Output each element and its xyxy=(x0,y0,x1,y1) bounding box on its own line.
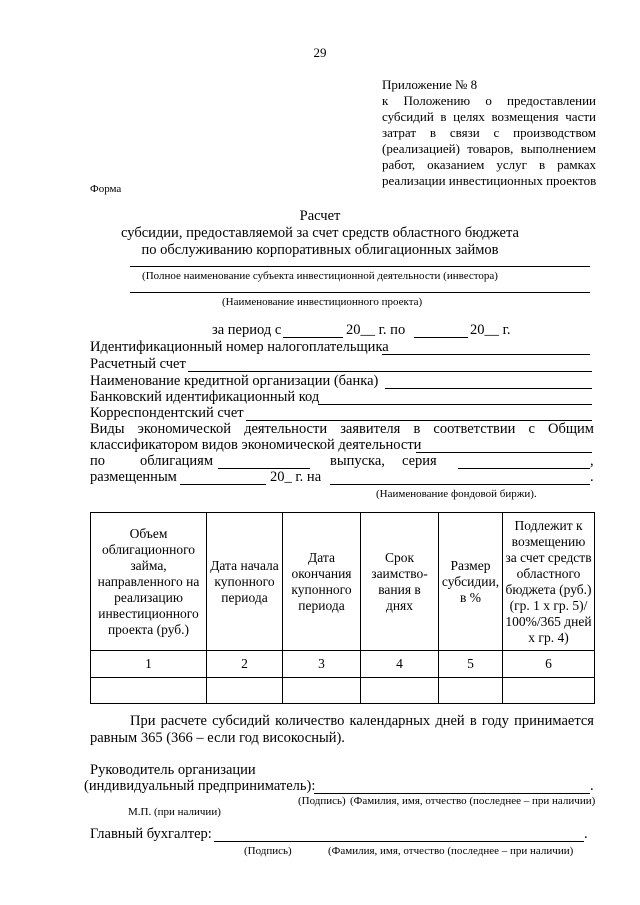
doc-title-line1: Расчет xyxy=(299,208,341,224)
activity-word: Общим xyxy=(548,421,594,437)
table-header-cell: Дата начала купонного периода xyxy=(207,513,283,651)
head-signature-field[interactable] xyxy=(314,793,590,794)
appendix-title: Приложение № 8 xyxy=(382,77,478,92)
bik-field[interactable] xyxy=(318,404,592,405)
table-header-cell: Дата окончания купонного периода xyxy=(283,513,361,651)
activity-word: соответствии xyxy=(433,421,516,437)
inn-label: Идентификационный номер налогоплательщика xyxy=(90,339,389,355)
column-number: 5 xyxy=(439,651,503,678)
activity-word: заявителя xyxy=(340,421,401,437)
head-label-line1: Руководитель организации xyxy=(90,762,256,778)
bik-label: Банковский идентификационный код xyxy=(90,389,320,405)
bonds-word: облигациям xyxy=(140,453,214,469)
appendix-line: работ, оказанием услуг в рамках xyxy=(382,157,596,172)
head-sign-caption: (Подпись) xyxy=(298,795,346,807)
exchange-caption: (Наименование фондовой биржи). xyxy=(376,488,537,500)
calculation-table xyxy=(90,512,595,704)
head-label-line2: (индивидуальный предприниматель): xyxy=(84,778,316,794)
table-number-row xyxy=(91,651,595,678)
project-caption: (Наименование инвестиционного проекта) xyxy=(222,296,423,308)
investor-name-line[interactable] xyxy=(130,266,590,267)
table-header-cell: Объем облигационного займа, направленного на реализацию инвестиционного проекта (руб.) xyxy=(91,513,207,651)
placed-period: . xyxy=(590,469,594,485)
table-header-row xyxy=(91,513,595,651)
appendix-line: реализации инвестиционных проектов xyxy=(382,173,597,188)
bonds-comma: , xyxy=(590,453,594,469)
accountant-sign-caption: (Подпись) xyxy=(244,845,292,857)
note-word: субсидий xyxy=(212,713,270,729)
note-line1 xyxy=(130,713,594,730)
doc-title-line3: по обслуживанию корпоративных облигационных займов xyxy=(141,242,499,258)
bank-label: Наименование кредитной организации (банка) xyxy=(90,373,379,389)
activity-word: в xyxy=(413,421,421,437)
appendix-line: субсидий в целях возмещения части xyxy=(382,109,596,124)
accountant-signature-period: . xyxy=(584,826,588,842)
accountant-label: Главный бухгалтер: xyxy=(90,826,212,842)
table-data-cell[interactable] xyxy=(91,678,207,704)
bonds-word: серия xyxy=(402,453,437,469)
note-word: принимается xyxy=(514,713,594,729)
activity-word: деятельности xyxy=(244,421,328,437)
inn-field[interactable] xyxy=(382,354,590,355)
bond-series-field[interactable] xyxy=(458,468,590,469)
placed-label: размещенным xyxy=(90,469,177,485)
project-name-line[interactable] xyxy=(130,292,590,293)
table-data-cell[interactable] xyxy=(503,678,595,704)
bank-field[interactable] xyxy=(385,388,592,389)
column-number: 3 xyxy=(283,651,361,678)
bonds-word: выпуска, xyxy=(330,453,385,469)
column-number: 2 xyxy=(207,651,283,678)
doc-title-line2: субсидии, предоставляемой за счет средств областного бюджета xyxy=(121,225,519,241)
column-number: 4 xyxy=(361,651,439,678)
page-number: 29 xyxy=(313,45,327,60)
accountant-name-caption: (Фамилия, имя, отчество (последнее – при наличии) xyxy=(328,845,574,857)
bonds-word: по xyxy=(90,453,106,469)
account-field[interactable] xyxy=(188,371,592,372)
table-data-cell[interactable] xyxy=(283,678,361,704)
account-label: Расчетный счет xyxy=(90,356,186,372)
activity-word: с xyxy=(528,421,535,437)
appendix-line: к Положению о предоставлении xyxy=(382,93,596,108)
table-header-cell: Подлежит к возмещению за счет средств областного бюджета (руб.) (гр. 1 х гр. 5)/ 100%/365 дней х гр. 4) xyxy=(503,513,595,651)
note-line2: равным 365 (366 – если год високосный). xyxy=(90,730,345,746)
table-data-cell[interactable] xyxy=(361,678,439,704)
head-signature-period: . xyxy=(590,778,594,794)
table-data-row xyxy=(91,678,595,704)
note-word: количество xyxy=(275,713,345,729)
stamp-label: М.П. (при наличии) xyxy=(128,806,221,818)
appendix-line: затрат в связи с производством xyxy=(382,125,596,140)
placement-date-field[interactable] xyxy=(180,484,266,485)
period-to-field[interactable] xyxy=(414,337,468,338)
note-word: дней xyxy=(435,713,465,729)
table-header-cell: Размер субсидии, в % xyxy=(439,513,503,651)
activity-line2: классификатором видов экономической деятельности xyxy=(90,437,422,453)
note-word: календарных xyxy=(349,713,431,729)
activity-word: экономической xyxy=(137,421,231,437)
investor-caption: (Полное наименование субъекта инвестиционной деятельности (инвестора) xyxy=(142,270,498,282)
period-label: за период с xyxy=(212,322,282,338)
appendix-line: (реализацией) товаров, выполнением xyxy=(382,141,596,156)
appendix-block xyxy=(382,77,596,189)
table-header-cell: Срок заимство-вания в днях xyxy=(361,513,439,651)
corr-account-label: Корреспондентский счет xyxy=(90,405,244,421)
column-number: 1 xyxy=(91,651,207,678)
note-word: При xyxy=(130,713,156,729)
placed-year: 20_ г. на xyxy=(270,469,322,485)
head-name-caption: (Фамилия, имя, отчество (последнее – при наличии) xyxy=(350,795,596,807)
activity-line xyxy=(90,421,594,438)
column-number: 6 xyxy=(503,651,595,678)
note-word: расчете xyxy=(160,713,207,729)
period-from-field[interactable] xyxy=(283,337,343,338)
period-year1: 20__ г. по xyxy=(346,322,406,338)
note-word: году xyxy=(481,713,509,729)
accountant-signature-field[interactable] xyxy=(214,841,584,842)
table-data-cell[interactable] xyxy=(439,678,503,704)
note-word: в xyxy=(469,713,477,729)
form-label: Форма xyxy=(90,183,122,195)
activity-word: Виды xyxy=(90,421,125,437)
exchange-field[interactable] xyxy=(330,484,590,485)
table-data-cell[interactable] xyxy=(207,678,283,704)
period-year2: 20__ г. xyxy=(470,322,511,338)
activity-field[interactable] xyxy=(416,452,592,453)
